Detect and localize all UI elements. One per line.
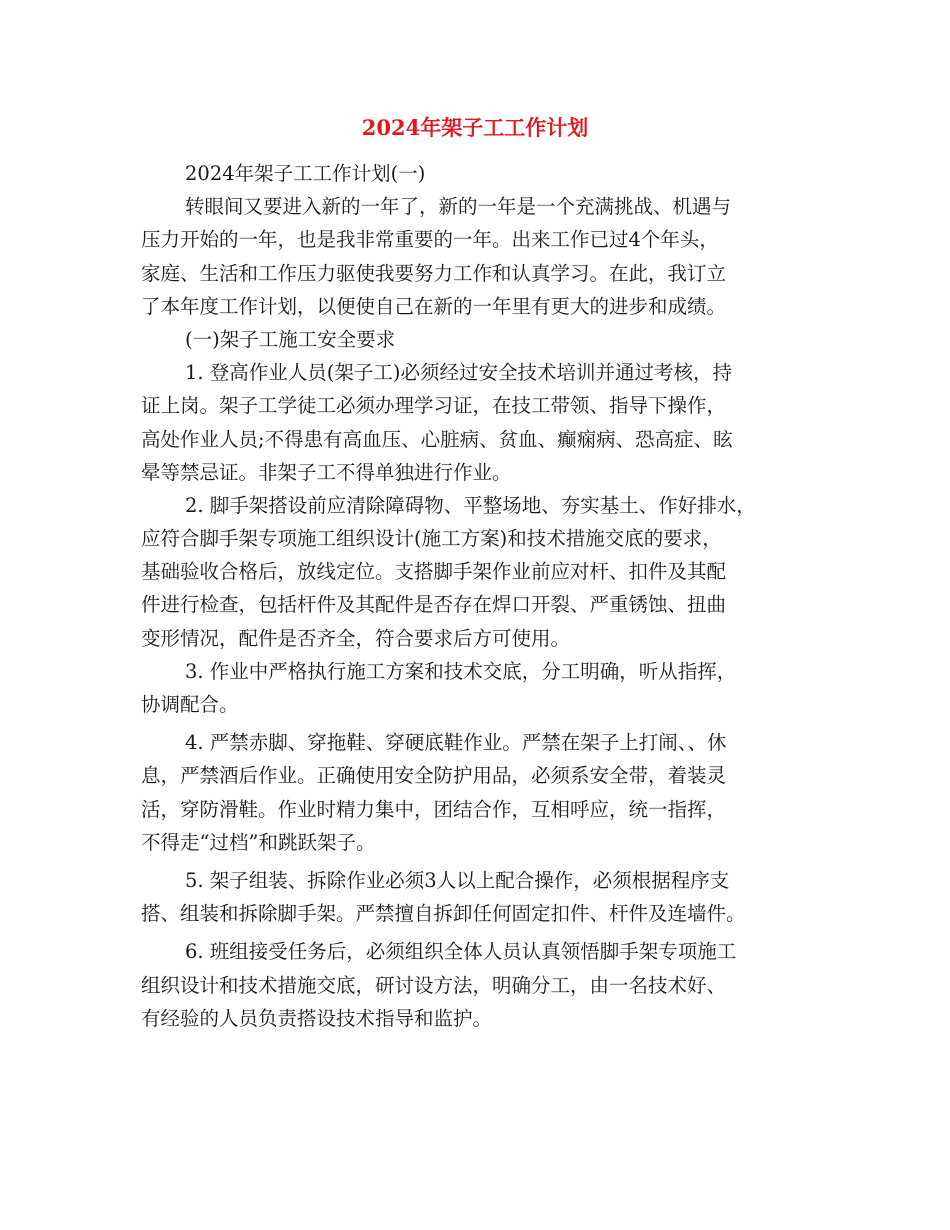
- paragraph-line: 6. 班组接受任务后，必须组织全体人员认真领悟脚手架专项施工: [185, 940, 737, 964]
- paragraph-line: 应符合脚手架专项施工组织设计(施工方案)和技术措施交底的要求，: [141, 527, 722, 551]
- paragraph-line: 1. 登高作业人员(架子工)必须经过安全技术培训并通过考核，持: [185, 361, 733, 385]
- requirement-item-2: [141, 489, 821, 655]
- requirement-item-6: [141, 935, 821, 1035]
- paragraph-line: 活，穿防滑鞋。作业时精力集中，团结合作，互相呼应，统一指挥，: [141, 797, 727, 821]
- paragraph-line: 晕等禁忌证。非架子工不得单独进行作业。: [141, 460, 512, 484]
- requirement-item-5: [141, 864, 821, 930]
- document-title: 2024年架子工工作计划: [361, 115, 589, 140]
- paragraph-line: 3. 作业中严格执行施工方案和技术交底，分工明确，听从指挥，: [185, 659, 737, 683]
- paragraph-line: 4. 严禁赤脚、穿拖鞋、穿硬底鞋作业。严禁在架子上打闹、、休: [185, 731, 727, 755]
- paragraph-line: 5. 架子组装、拆除作业必须3人以上配合操作，必须根据程序支: [185, 868, 730, 892]
- requirement-item-1: [141, 356, 821, 489]
- paragraph-line: 件进行检查，包括杆件及其配件是否存在焊口开裂、严重锈蚀、扭曲: [141, 593, 727, 617]
- paragraph-line: 2. 脚手架搭设前应清除障碍物、平整场地、夯实基土、作好排水，: [185, 493, 756, 517]
- paragraph-line: 息，严禁酒后作业。正确使用安全防护用品，必须系安全带，着装灵: [141, 764, 727, 788]
- paragraph-line: (一)架子工施工安全要求: [185, 327, 396, 351]
- subsection-heading: [141, 323, 821, 356]
- paragraph-line: 搭、组装和拆除脚手架。严禁擅自拆卸任何固定扣件、杆件及连墙件。: [141, 902, 746, 926]
- paragraph-line: 证上岗。架子工学徒工必须办理学习证，在技工带领、指导下操作，: [141, 394, 727, 418]
- requirement-item-3: [141, 655, 821, 721]
- paragraph-line: 协调配合。: [141, 693, 239, 716]
- paragraph-line: 变形情况，配件是否齐全，符合要求后方可使用。: [141, 626, 571, 650]
- paragraph-line: 家庭、生活和工作压力驱使我要努力工作和认真学习。在此，我订立: [141, 261, 727, 285]
- paragraph-line: 压力开始的一年，也是我非常重要的一年。出来工作已过4个年头，: [141, 228, 719, 252]
- requirement-item-4: [141, 726, 821, 859]
- section-heading: [141, 157, 821, 190]
- paragraph-line: 有经验的人员负责搭设技术指导和监护。: [141, 1006, 493, 1030]
- document-body: [141, 157, 821, 1035]
- paragraph-line: 转眼间又要进入新的一年了，新的一年是一个充满挑战、机遇与: [185, 195, 732, 219]
- paragraph-line: 高处作业人员;不得患有高血压、心脏病、贫血、癫痫病、恐高症、眩: [141, 427, 733, 451]
- paragraph-line: 了本年度工作计划，以便使自己在新的一年里有更大的进步和成绩。: [141, 294, 727, 318]
- paragraph-line: 不得走“过档”和跳跃架子。: [141, 830, 376, 854]
- intro-paragraph: [141, 190, 821, 323]
- paragraph-line: 2024年架子工工作计划(一): [185, 162, 426, 185]
- paragraph-line: 组织设计和技术措施交底，研讨设方法，明确分工，由一名技术好、: [141, 973, 727, 997]
- paragraph-line: 基础验收合格后，放线定位。支搭脚手架作业前应对杆、扣件及其配: [141, 560, 727, 584]
